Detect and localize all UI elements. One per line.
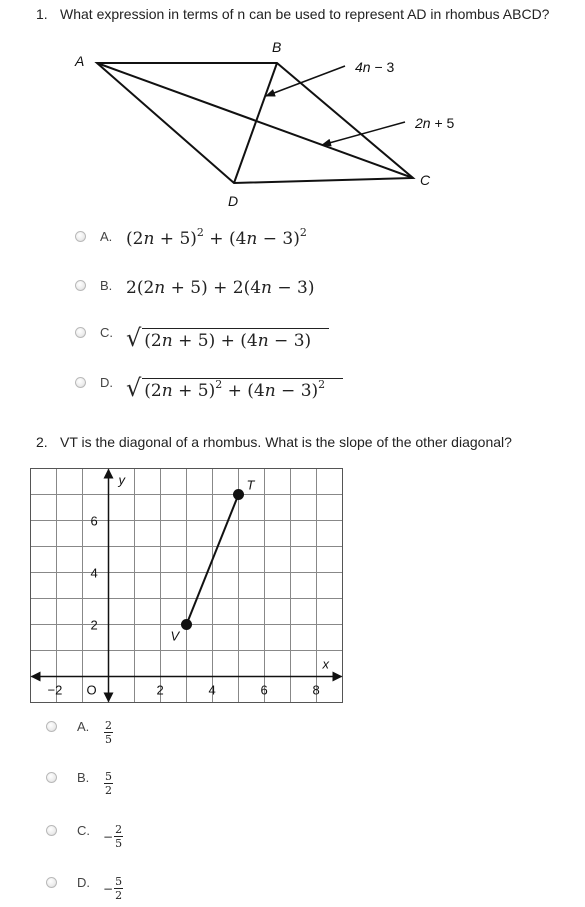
- radio-button[interactable]: [75, 280, 86, 291]
- radio-button[interactable]: [75, 327, 86, 338]
- question-text: What expression in terms of n can be used to represent AD in rhombus ABCD?: [60, 6, 550, 22]
- radical-sign: √: [126, 324, 142, 352]
- denominator: 5: [115, 837, 123, 850]
- side-label-4n-3: 4n − 3: [355, 59, 395, 75]
- option-letter: C.: [100, 325, 113, 340]
- numerator: 5: [105, 770, 112, 783]
- x-tick-label: −2: [47, 682, 63, 698]
- y-tick-label: 4: [90, 565, 98, 581]
- option-value: [103, 823, 123, 850]
- q1-option-d[interactable]: [75, 375, 343, 401]
- q1-option-c[interactable]: [75, 325, 329, 351]
- point-label-v: V: [170, 628, 180, 644]
- option-letter: B.: [100, 278, 113, 293]
- vertex-b-label: B: [272, 39, 282, 55]
- numerator: 2: [115, 823, 123, 836]
- option-letter: C.: [77, 823, 90, 838]
- vertex-c-label: C: [420, 172, 431, 188]
- q1-option-a[interactable]: [75, 226, 307, 249]
- minus-sign: −: [103, 881, 114, 896]
- numerator: 2: [105, 719, 112, 732]
- vertex-a-label: A: [75, 53, 85, 69]
- option-expression: √ (2n + 5) + (4n − 3): [126, 325, 329, 351]
- radio-button[interactable]: [46, 877, 57, 888]
- minus-sign: −: [103, 829, 114, 844]
- option-expression: √ $(2n + 5)^2 + (4n - 3)^2$: [126, 375, 343, 401]
- question-number: 1.: [36, 6, 48, 22]
- option-value: [103, 770, 113, 797]
- option-letter: B.: [77, 770, 90, 785]
- vertex-d-label: D: [228, 193, 239, 209]
- rhombus-figure: [0, 30, 585, 240]
- point-t: [233, 489, 244, 500]
- coordinate-grid: [28, 466, 348, 708]
- denominator: 2: [105, 784, 112, 797]
- x-tick-label: 4: [208, 682, 216, 698]
- option-expression: $(2n + 5)^2 + (4n - 3)^2$: [126, 226, 307, 249]
- radio-button[interactable]: [46, 772, 57, 783]
- option-letter: A.: [77, 719, 90, 734]
- x-tick-label: 2: [156, 682, 164, 698]
- numerator: 5: [115, 875, 123, 888]
- y-tick-label: 6: [90, 513, 98, 529]
- q1-option-b[interactable]: [75, 278, 315, 298]
- x-tick-label: 8: [312, 682, 320, 698]
- q2-option-c[interactable]: [46, 823, 123, 850]
- radical-sign: √: [126, 374, 142, 402]
- point-v: [181, 619, 192, 630]
- option-expression: 2(2n + 5) + 2(4n − 3): [126, 278, 315, 298]
- x-tick-label: O: [86, 682, 97, 698]
- y-axis-label: y: [118, 472, 125, 488]
- diagonal-ac: [97, 63, 413, 178]
- question-text: VT is the diagonal of a rhombus. What is the slope of the other diagonal?: [60, 434, 512, 450]
- option-letter: A.: [100, 229, 113, 244]
- denominator: 2: [115, 889, 123, 902]
- q2-option-b[interactable]: [46, 770, 113, 797]
- radio-button[interactable]: [75, 377, 86, 388]
- radio-button[interactable]: [46, 721, 57, 732]
- option-letter: D.: [77, 875, 90, 890]
- radio-button[interactable]: [46, 825, 57, 836]
- question-number: 2.: [36, 434, 48, 450]
- option-letter: D.: [100, 375, 113, 390]
- y-tick-label: 2: [90, 617, 98, 633]
- question-1-prompt: [36, 6, 549, 22]
- point-label-t: T: [246, 477, 255, 493]
- question-2-prompt: [36, 434, 512, 450]
- radio-button[interactable]: [75, 231, 86, 242]
- x-axis-label: x: [322, 656, 329, 672]
- side-label-2n-5: 2n + 5: [415, 115, 455, 131]
- diagonal-bd: [234, 63, 277, 183]
- option-value: [103, 875, 123, 902]
- arrow-2n-5: [322, 122, 405, 145]
- q2-option-a[interactable]: [46, 719, 113, 746]
- x-tick-label: 6: [260, 682, 268, 698]
- arrow-4n-3: [266, 66, 345, 96]
- option-value: [103, 719, 113, 746]
- q2-option-d[interactable]: [46, 875, 123, 902]
- denominator: 5: [105, 733, 112, 746]
